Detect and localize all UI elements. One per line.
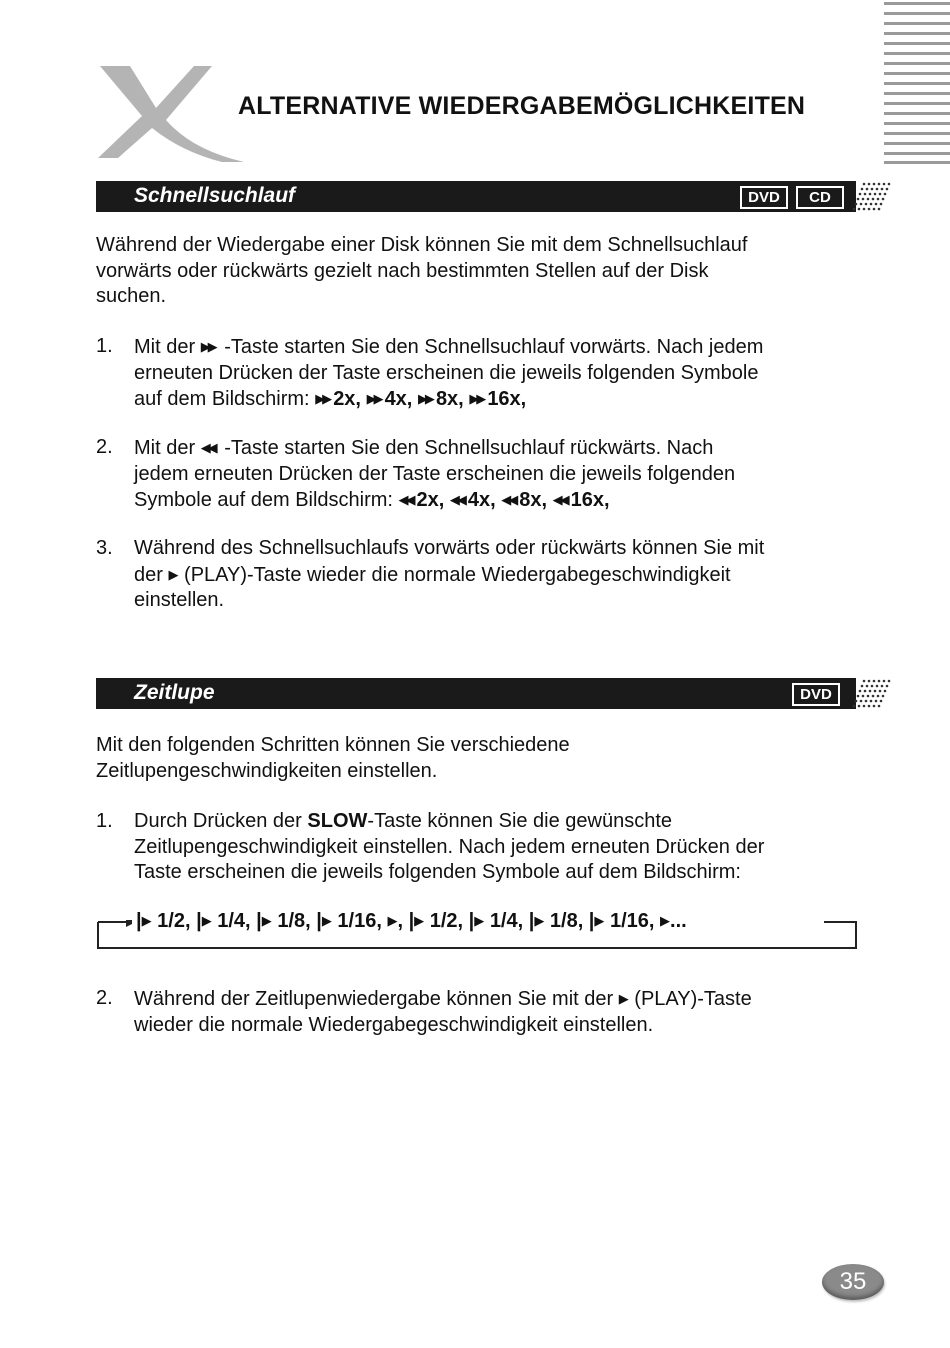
page-title: ALTERNATIVE WIEDERGABEMÖGLICHKEITEN [238,92,806,120]
fast-forward-icon: ▶▶ [417,391,432,406]
rewind-icon: ◀◀ [398,492,413,507]
bar-dot-pattern [852,678,892,709]
dvd-badge: DVD [740,186,788,209]
section-bar-zeitlupe [96,678,856,709]
fast-forward-icon: ▶▶ [200,339,215,354]
section2-intro: Mit den folgenden Schritten können Sie verschiedene Zeitlupengeschwindigkeiten einstellen. [96,734,570,782]
rewind-icon: ◀◀ [501,492,516,507]
list-item-ff: 1. Mit der ▶▶ -Taste starten Sie den Schnellsuchlauf vorwärts. Nach jedem erneuten Drücken der Taste erscheinen die jeweils folgenden Symbole auf dem Bildschirm: ▶▶ 2x, ▶▶ 4x, ▶▶ 8x, ▶▶ 16x, [96,335,764,410]
fast-forward-icon: ▶▶ [366,391,381,406]
fast-forward-icon: ▶▶ [315,391,330,406]
dvd-badge: DVD [792,683,840,706]
cd-badge: CD [796,186,844,209]
play-icon: ▶ [168,566,179,582]
rewind-icon: ◀◀ [449,492,464,507]
list-item-slow: 1. Durch Drücken der SLOW-Taste können Sie die gewünschte Zeitlupengeschwindigkeit einstellen. Nach jedem erneuten Drücken der Taste erscheinen die jeweils folgenden Symbole auf dem Bildschirm: [96,810,765,883]
rewind-icon: ◀◀ [552,492,567,507]
page-number-badge: 35 [822,1264,884,1300]
header-stripes [884,0,950,166]
x-brand-logo [94,62,244,164]
section-heading: Schnellsuchlauf [134,184,296,207]
list-item-slow-play: 2. Während der Zeitlupenwiedergabe können Sie mit der ▶ (PLAY)-Taste wieder die normale Wiedergabegeschwindigkeit einstellen. [96,987,752,1036]
rewind-icon: ◀◀ [200,440,215,455]
list-item-rew: 2. Mit der ◀◀ -Taste starten Sie den Schnellsuchlauf rückwärts. Nach jedem erneuten Drücken der Taste erscheinen die jeweils folgenden Symbole auf dem Bildschirm: ◀◀ 2x, ◀◀ 4x, ◀◀ 8x, ◀◀ 16x, [96,436,736,511]
bar-dot-pattern [852,181,892,212]
slow-speed-sequence: |▶ 1/2, |▶ 1/4, |▶ 1/8, |▶ 1/16, ▶, |▶ 1/2, |▶ 1/4, |▶ 1/8, |▶ 1/16, ▶... [132,910,691,933]
section-bar-schnellsuchlauf [96,181,856,212]
section-heading: Zeitlupe [134,681,215,704]
section1-intro: Während der Wiedergabe einer Disk können Sie mit dem Schnellsuchlauf vorwärts oder rückwärts gezielt nach bestimmten Stellen auf der Disk suchen. [96,234,748,307]
play-icon: ▶ [618,991,629,1006]
list-item-play: 3. Während des Schnellsuchlaufs vorwärts oder rückwärts können Sie mit der ▶ (PLAY)-Taste wieder die normale Wiedergabegeschwindigkeit einstellen. [96,537,765,611]
fast-forward-icon: ▶▶ [469,391,484,406]
